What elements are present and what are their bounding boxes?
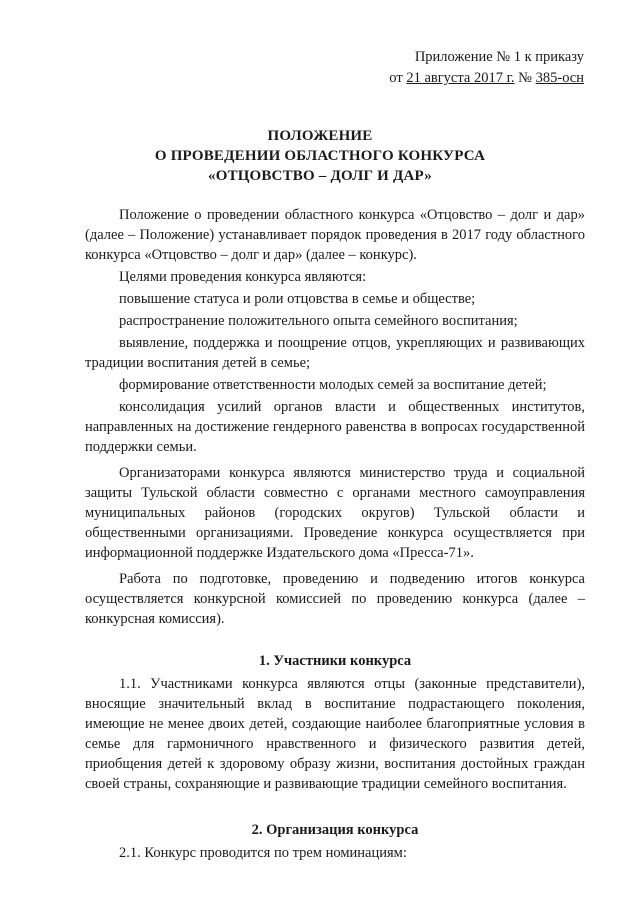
goals-heading: Целями проведения конкурса являются: [119,269,367,285]
goal-item: формирование ответственности молодых семей за воспитание детей; [119,377,547,393]
document-body [85,205,585,863]
document-title [0,126,640,186]
section-2-title: 2. Организация конкурса [251,822,419,838]
goal-item: консолидация усилий органов власти и общественных институтов, направленных на достижение гендерного равенства в вопросах государственной поддержки семьи. [85,399,585,455]
title-line-3: «ОТЦОВСТВО – ДОЛГ И ДАР» [208,168,432,184]
appendix-header [389,47,584,89]
title-line-2: О ПРОВЕДЕНИИ ОБЛАСТНОГО КОНКУРСА [154,148,486,164]
order-reference [389,68,584,89]
commission-paragraph: Работа по подготовке, проведению и подведению итогов конкурса осуществляется конкурсной комиссией по проведению конкурса (далее – конкурсная комиссия). [85,571,585,627]
section-2-paragraph: 2.1. Конкурс проводится по трем номинациям: [119,845,407,861]
order-prefix: от [389,70,403,86]
intro-paragraph: Положение о проведении областного конкурса «Отцовство – долг и дар» (далее – Положение) устанавливает порядок проведения в 2017 году областного конкурса «Отцовство – долг и дар» (далее – конкурс). [85,207,585,263]
goal-item: выявление, поддержка и поощрение отцов, укрепляющих и развивающих традиции воспитания детей в семье; [85,335,585,371]
title-line-1: ПОЛОЖЕНИЕ [267,128,373,144]
section-1-paragraph: 1.1. Участниками конкурса являются отцы (законные представители), вносящие значительный вклад в воспитание подрастающего поколения, имеющие не менее двоих детей, создающие наиболее благоприятные условия в семье для гармоничного нравственного и физического развития детей, приобщения детей к здоровому образу жизни, воспитания достойных граждан своей страны, сохраняющие и развивающие традиции семейного воспитания. [85,676,585,792]
appendix-line: Приложение № 1 к приказу [414,49,584,65]
section-1-title: 1. Участники конкурса [258,653,412,669]
organizers-paragraph: Организаторами конкурса являются министерство труда и социальной защиты Тульской области совместно с органами местного самоуправления муниципальных районов (городских округов) Тульской области и общественными организациями. Проведение конкурса осуществляется при информационной поддержке Издательского дома «Пресса-71». [85,465,585,561]
order-number: 385-осн [535,70,584,86]
goal-item: повышение статуса и роли отцовства в семье и обществе; [119,291,476,307]
order-date: 21 августа 2017 г. [406,70,515,86]
goal-item: распространение положительного опыта семейного воспитания; [119,313,518,329]
order-number-label: № [518,70,532,86]
